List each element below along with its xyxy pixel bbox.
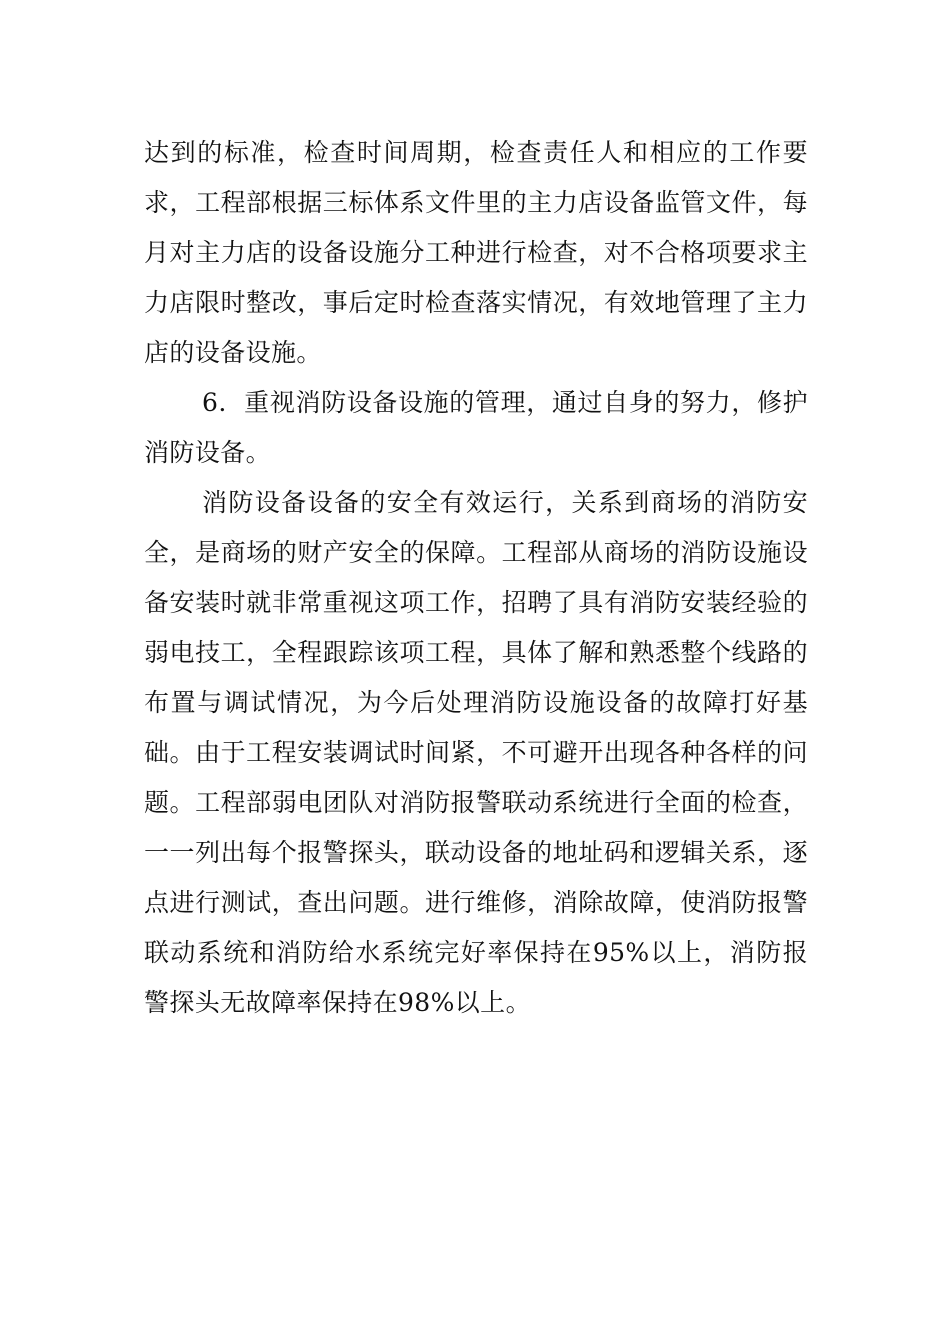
paragraph-continuation: 达到的标准，检查时间周期，检查责任人和相应的工作要求，工程部根据三标体系文件里的主力店设备监管文件，每月对主力店的设备设施分工种进行检查，对不合格项要求主力店限时整改，事后定时检查落实情况，有效地管理了主力店的设备设施。 <box>144 138 808 367</box>
document-body <box>144 128 808 1028</box>
paragraph-heading-6: 6．重视消防设备设施的管理，通过自身的努力，修护消防设备。 <box>144 388 808 467</box>
paragraph-fire-equipment: 消防设备设备的安全有效运行，关系到商场的消防安全，是商场的财产安全的保障。工程部从商场的消防设施设备安装时就非常重视这项工作，招聘了具有消防安装经验的弱电技工，全程跟踪该项工程，具体了解和熟悉整个线路的布置与调试情况，为今后处理消防设施设备的故障打好基础。由于工程安装调试时间紧，不可避开出现各种各样的问题。工程部弱电团队对消防报警联动系统进行全面的检查，一一列出每个报警探头，联动设备的地址码和逻辑关系，逐点进行测试，查出问题。进行维修，消除故障，使消防报警联动系统和消防给水系统完好率保持在95%以上，消防报警探头无故障率保持在98%以上。 <box>144 488 808 1017</box>
